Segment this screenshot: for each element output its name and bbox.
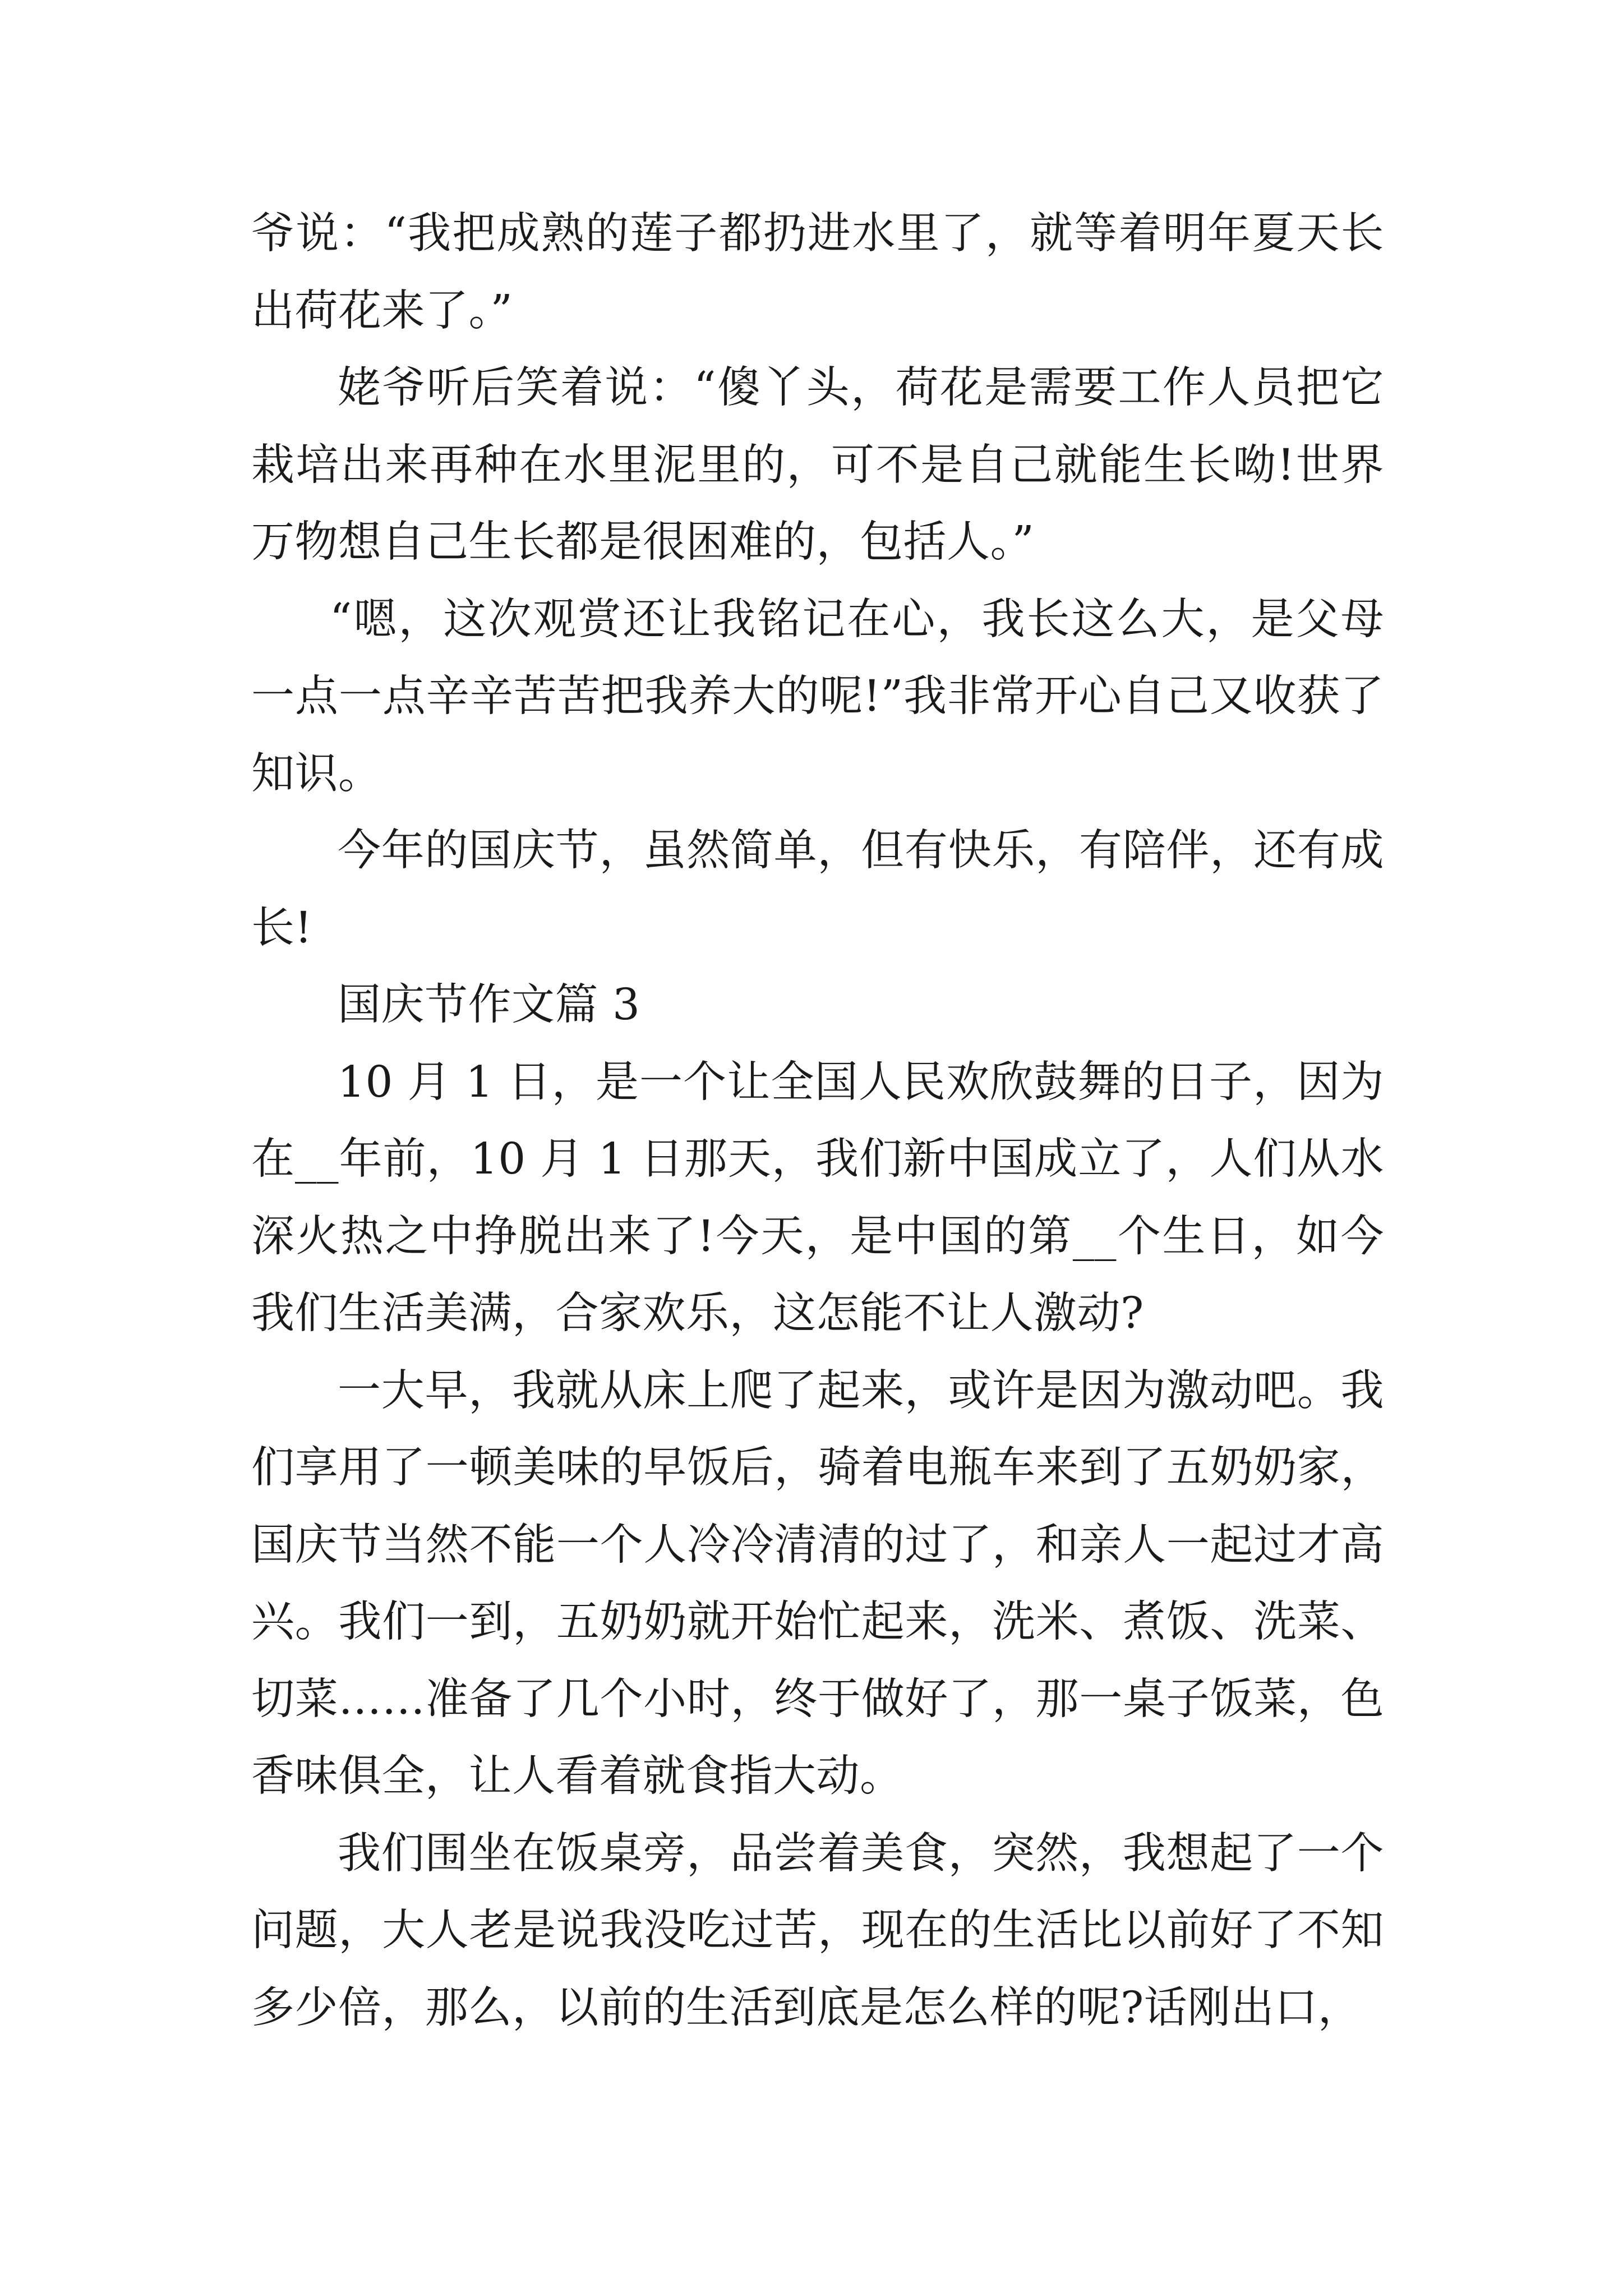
paragraph-6: 一大早，我就从床上爬了起来，或许是因为激动吧。我们享用了一顿美味的早饭后，骑着电瓶车来到了五奶奶家，国庆节当然不能一个人冷冷清清的过了，和亲人一起过才高兴。我们一到，五奶奶就开始忙起来，洗米、煮饭、洗菜、切菜……准备了几个小时，终于做好了，那一桌子饭菜，色香味俱全，让人看着就食指大动。	[251, 1365, 1384, 1801]
paragraph-5: 10 月 1 日，是一个让全国人民欢欣鼓舞的日子，因为在__年前，10 月 1 日那天，我们新中国成立了，人们从水深火热之中挣脱出来了!今天，是中国的第__个生日，如今我们生活美满，合家欢乐，这怎能不让人激动?	[251, 1057, 1384, 1338]
paragraph-4: 今年的国庆节，虽然简单，但有快乐，有陪伴，还有成长!	[251, 826, 1384, 953]
body-text	[251, 195, 1384, 2046]
paragraph-1: 爷说：“我把成熟的莲子都扔进水里了，就等着明年夏天长出荷花来了。”	[251, 209, 1384, 336]
paragraph-2: 姥爷听后笑着说：“傻丫头，荷花是需要工作人员把它栽培出来再种在水里泥里的，可不是自己就能生长呦!世界万物想自己生长都是很困难的，包括人。”	[251, 363, 1384, 567]
paragraph-7: 我们围坐在饭桌旁，品尝着美食，突然，我想起了一个问题，大人老是说我没吃过苦，现在的生活比以前好了不知多少倍，那么，以前的生活到底是怎么样的呢?话刚出口，	[251, 1828, 1384, 2033]
paragraph-3: “嗯，这次观赏还让我铭记在心，我长这么大，是父母一点一点辛辛苦苦把我养大的呢!”我非常开心自己又收获了知识。	[251, 594, 1384, 799]
section-heading: 国庆节作文篇 3	[338, 980, 640, 1030]
